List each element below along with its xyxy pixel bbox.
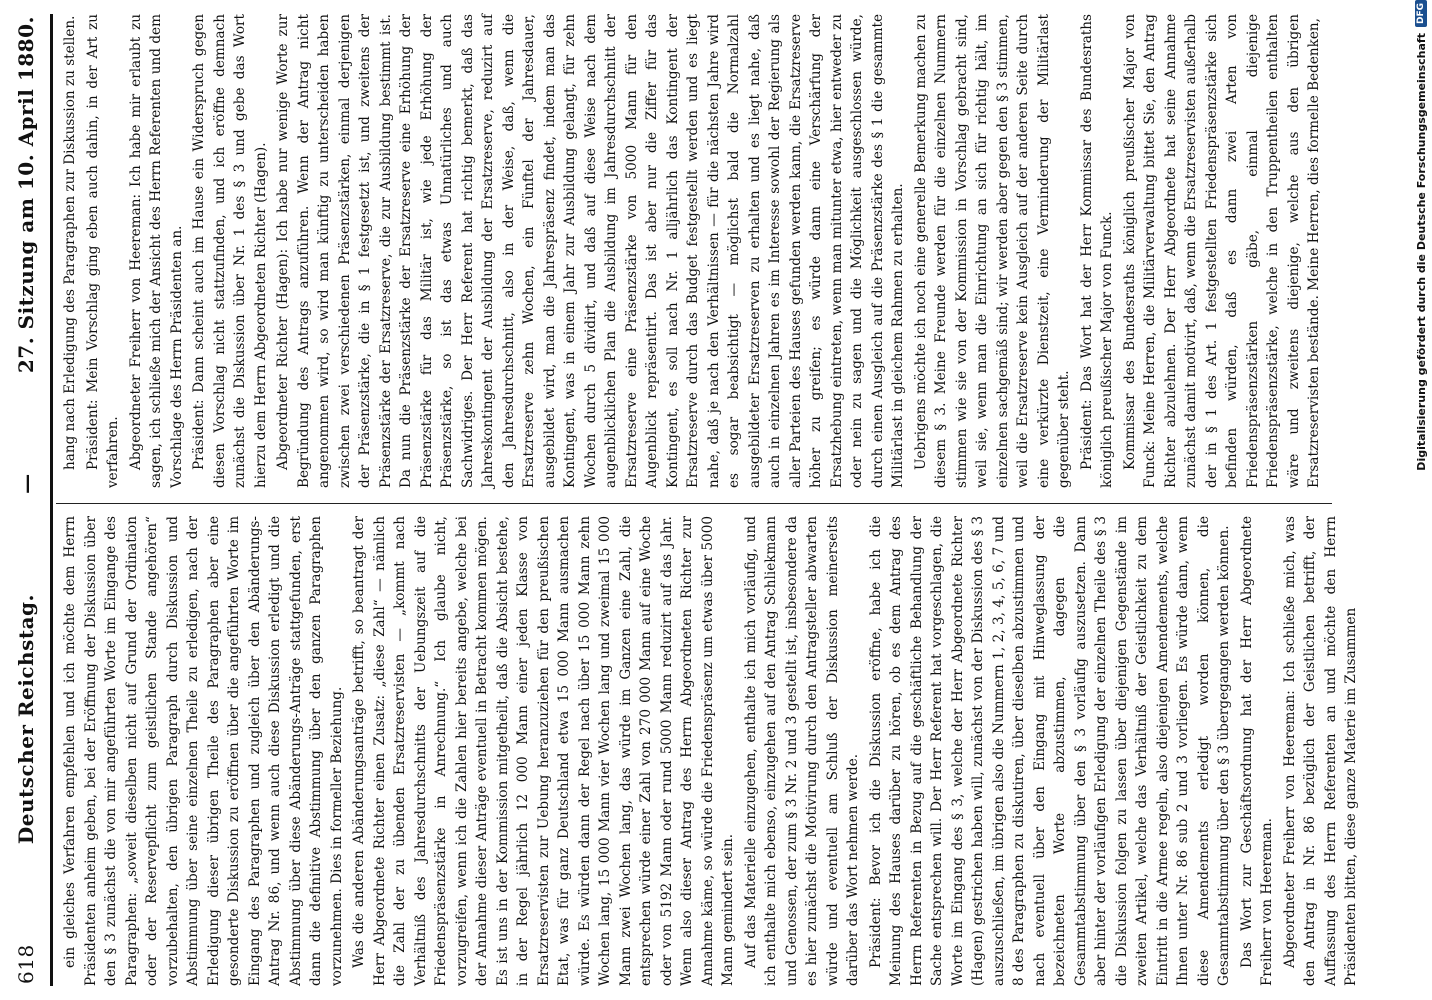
paragraph: Abgeordneter Freiherr von Heereman: Ich habe mir erlaubt zu sagen, ich schließe mich der Ansicht des Herrn Referenten und dem Vorschlage des Herrn Präsidenten an. <box>127 14 185 488</box>
paragraph: Präsident: Dann scheint auch im Hause ein Widerspruch gegen diesen Vorschlag nicht stattzufinden, und ich eröffne demnach zunächst die Diskussion über Nr. 1 des § 3 und gebe das Wort hierzu dem Herrn Abgeordneten Richter (Hagen). <box>191 14 269 488</box>
paragraph: Uebrigens möchte ich noch eine generelle Bemerkung machen zu diesem § 3. Meine Freunde werden für die einzelnen Nummern stimmen wie sie von der Kommission in Vorschlag gebracht sind, weil sie, wenn man die Einrichtung an sich für richtig hält, im einzelnen sachgemäß sind; wir werden aber gegen den § 3 stimmen, weil die Ersatzreserve kein Ausgleich auf der anderen Seite durch eine verkürzte Dienstzeit, eine Verminderung der Militärlast gegenüber steht. <box>912 14 1072 488</box>
paragraph: Auf das Materielle einzugehen, enthalte ich mich vorläufig, und ich enthalte mich ebenso, einzugehen auf den Antrag Schliekmann und Genossen, der zum § 3 Nr. 2 und 3 gestellt ist, insbesondere da es hier zunächst die Motivirung durch den Antragsteller abwarten würde und eventuell am Schluß der Diskussion meinerseits darüber das Wort nehmen werde. <box>742 516 861 986</box>
digitization-credit <box>1411 0 1431 1000</box>
paragraph: Präsident: Bevor ich die Diskussion eröffne, habe ich die Meinung des Hauses darüber zu hören, ob es dem Antrag des Herrn Referenten in Bezug auf die geschäftliche Behandlung der Sache entsprechen will. Der Herr Referent hat vorgeschlagen, die Worte im Eingang des § 3, welche der Herr Abgeordnete Richter (Hagen) gestrichen haben will, zunächst von der Diskussion des § 3 auszuschließen, im übrigen also die Nummern 1, 2, 3, 4, 5, 6, 7 und 8 des Paragraphen zu diskutiren, über dieselben abzustimmen und nach eventuell über den Eingang mit Hinweglassung der bezeichneten Worte abzustimmen, dagegen die Gesammtabstimmung über den § 3 vorläufig auszusetzen. Dann aber hinter der vorläufigen Erledigung der einzelnen Theile des § 3 die Diskussion folgen zu lassen über diejenigen Gegenstände im zweiten Artikel, welche das Verhältniß der Geistlichkeit zu dem Eintritt in die Armee regeln, also diejenigen Amendements, welche Ihnen unter Nr. 86 sub 2 und 3 vorliegen. Es würde dann, wenn diese Amendements erledigt worden können, die Gesammtabstimmung über den § 3 übergegangen werden können. <box>867 516 1232 986</box>
paragraph: hang nach Erledigung des Paragraphen zur Diskussion zu stellen. <box>62 15 78 470</box>
session-title: 27. Sitzung am 10. April 1880. <box>14 16 38 374</box>
journal-title: Deutscher Reichstag. <box>14 594 38 845</box>
dfg-logo: DFG <box>1415 0 1427 27</box>
paragraph: Das Wort zur Geschäftsordnung hat der Herr Abgeordnete Freiherr von Heereman. <box>1238 516 1275 986</box>
header-rule <box>50 14 53 986</box>
header-separator: — <box>14 473 38 494</box>
credit-text: Digitalisierung gefördert durch die Deutsche Forschungsgemeinschaft <box>1414 33 1428 471</box>
paragraph: Abgeordneter Freiherr von Heereman: Ich schließe mich, was den Antrag in Nr. 86 bezüglich der Geistlichen betrifft, der Auffassung des Herrn Referenten an und möchte den Herrn Präsidenten bitten, diese ganze Materie im Zusammen <box>1281 516 1359 986</box>
paragraph: Präsident: Mein Vorschlag ging eben auch dahin, in der Art zu verfahren. <box>84 14 121 488</box>
paragraph: ein gleiches Verfahren empfehlen und ich möchte dem Herrn Präsidenten anheim geben, bei der Eröffnung der Diskussion über den § 3 zunächst die von mir angeführten Worte im Eingange des Paragraphen: „soweit dieselben nicht auf Grund der Ordination oder der Reservepflicht zum geistlichen Stande angehören“ vorzubehalten, den übrigen Paragraph durch Diskussion und Abstimmung über seine einzelnen Theile zu erledigen, nach der Erledigung dieser übrigen Theile des Paragraphen aber eine gesonderte Diskussion zu eröffnen über die angeführten Worte im Eingang des Paragraphen und zugleich über den Abänderungs-Antrag Nr. 86, und wenn auch diese Diskussion erledigt und die Abstimmung über diese Abänderungs-Anträge stattgefunden, erst dann die definitive Abstimmung über den ganzen Paragraphen vorzunehmen. Dies in formeller Beziehung. <box>62 516 345 986</box>
credit-line <box>1411 0 1431 1000</box>
paragraph: Kommissar des Bundesraths königlich preußischer Major von Funck: Meine Herren, die Militärverwaltung bittet Sie, den Antrag Richter abzulehnen. Der Herr Abgeordnete hat seine Annahme zunächst damit motivirt, daß, wenn die Ersatzreservisten außerhalb der in § 1 des Art. 1 festgestellten Friedenspräsenzstärke sich befinden würden, daß es dann zwei Arten von Friedenspräsenzstärken gäbe, einmal diejenige Friedenspräsenzstärke, welche in den Truppentheilen enthalten wäre und zweitens diejenige, welche aus den übrigen Ersatzreservisten bestände. Meine Herren, dies formelle Bedenken, <box>1121 14 1322 488</box>
paragraph: Was die anderen Abänderungsanträge betrifft, so beantragt der Herr Abgeordnete Richter einen Zusatz: „diese Zahl“ — nämlich die Zahl der zu übenden Ersatzreservisten — „kommt nach Verhältniß des Jahresdurchschnitts der Uebungszeit auf die Friedenspräsenzstärke in Anrechnung.“ Ich glaube nicht, vorzugreifen, wenn ich die Zahlen hier bereits angebe, welche bei der Annahme dieser Anträge eventuell in Betracht kommen mögen. Es ist uns in der Kommission mitgetheilt, daß die Absicht bestehe, in der Regel jährlich 12 000 Mann einer jeden Klasse von Ersatzreservisten zur Uebung heranzuziehen für den preußischen Etat, was für ganz Deutschland etwa 15 000 Mann ausmachen würde. Es würden dann der Regel nach über 15 000 Mann zehn Wochen lang, 15 000 Mann vier Wochen lang und zweimal 15 000 Mann zwei Wochen lang, das würde im Ganzen eine Zahl, die entsprechen würde einer Zahl von 270 000 Mann auf eine Woche oder von 5192 Mann oder rund 5000 Mann reduzirt auf das Jahr. Wenn also dieser Antrag des Herrn Abgeordneten Richter zur Annahme käme, so würde die Friedenspräsenz um etwas über 5000 Mann gemindert sein. <box>351 516 736 986</box>
left-column <box>60 516 1359 986</box>
right-column <box>60 14 1332 488</box>
page-header <box>2 16 50 984</box>
column-divider <box>56 503 1332 504</box>
page-number: 618 <box>14 944 38 984</box>
paragraph: Abgeordneter Richter (Hagen): Ich habe nur wenige Worte zur Begründung des Antrags anzuführen. Wenn der Antrag nicht angenommen wird, so wird man künftig zu unterscheiden haben zwischen zwei verschiedenen Präsenzstärken, einmal derjenigen der Präsenzstärke, die in § 1 festgesetzt ist, und zweitens der Präsenzstärke der Ersatzreserve, die zur Ausbildung bestimmt ist. Da nun die Präsenzstärke der Ersatzreserve eine Erhöhung der Präsenzstärke für das Militär ist, wie jede Erhöhung der Präsenzstärke, so ist das etwas Unnatürliches und auch Sachwidriges. Der Herr Referent hat richtig bemerkt, daß das Jahreskontingent der Ausbildung der Ersatzreserve, reduzirt auf den Jahresdurchschnitt, also in der Weise, daß, wenn die Ersatzreserve zehn Wochen, ein Fünftel der Jahresdauer, ausgebildet wird, man die Jahrespräsenz findet, indem man das Kontingent, was in einem Jahr zur Ausbildung gelangt, für zehn Wochen durch 5 dividirt, und daß auf diese Weise nach dem augenblicklichen Plan die Ausbildung im Jahresdurchschnitt der Ersatzreserve eine Präsenzstärke von 5000 Mann für den Augenblick repräsentirt. Das ist aber nur die Ziffer für das Kontingent, es soll nach Nr. 1 alljährlich das Kontingent der Ersatzreserve durch das Budget festgestellt werden und es liegt nahe, daß je nach den Verhältnissen — für die nächsten Jahre wird es sogar beabsichtigt — möglichst bald die Normalzahl ausgebildeter Ersatzreserven zu erhalten und es liegt nahe, daß auch in einzelnen Jahren es im Interesse sowohl der Regierung als aller Parteien des Hauses gefunden werden kann, die Ersatzreserve höher zu greifen; es würde dann eine Verschärfung der Ersatzhebung eintreten, wenn man mitunter etwa, hier entweder zu oder nein zu sagen und die Möglichkeit ausgeschlossen würde, durch einen Ausgleich auf die Präsenzstärke des § 1 die gesammte Militärlast in gleichem Rahmen zu erhalten. <box>275 14 906 488</box>
paragraph: Präsident: Das Wort hat der Herr Kommissar des Bundesraths königlich preußischer Major von Funck. <box>1078 14 1115 488</box>
